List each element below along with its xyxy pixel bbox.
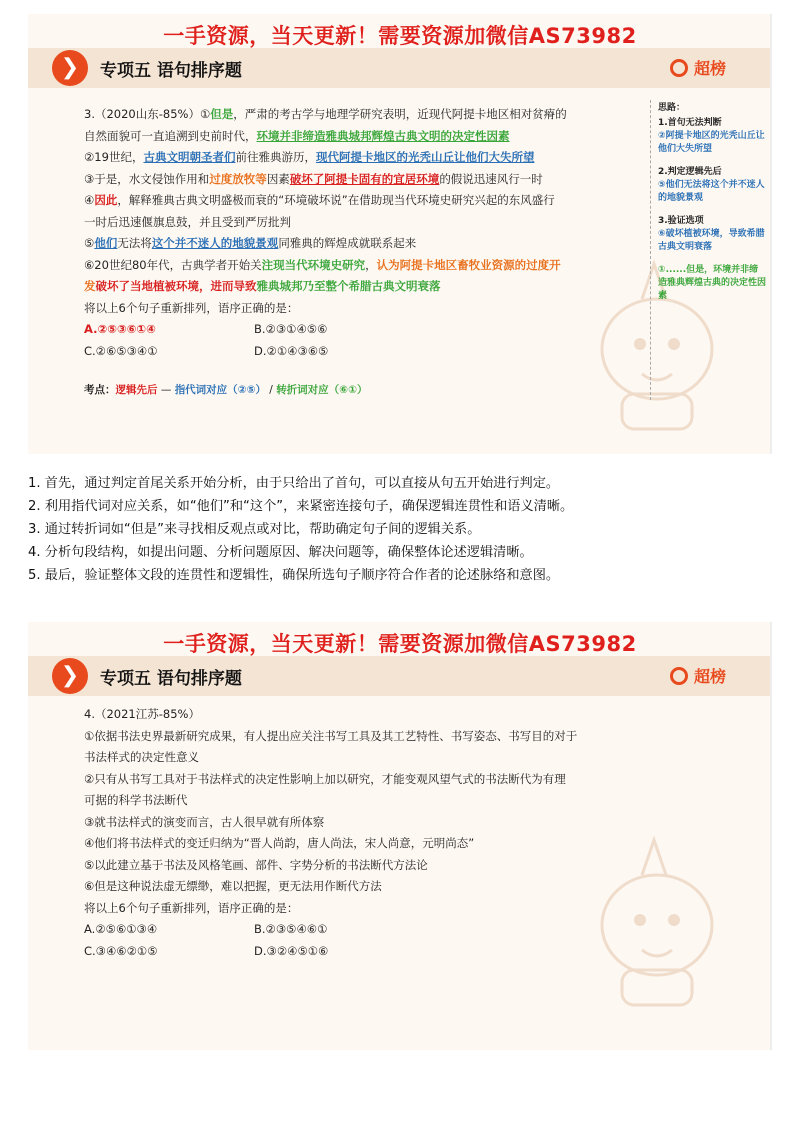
choice-d[interactable]: D.②①④③⑥⑤ [254, 343, 329, 358]
slide-edge [770, 622, 772, 1050]
chevron-right-icon: ❯ [52, 658, 88, 694]
question-3-segment: 认为阿提卡地区畜牧业资源的过度开 [376, 257, 561, 272]
question-3-segment: 自然面貌可一直追溯到史前时代， [84, 128, 257, 143]
question-4-choices [84, 919, 684, 941]
question-3-line [84, 169, 644, 191]
question-3-line [84, 233, 644, 255]
slide-question-3 [28, 14, 772, 454]
sidebar-step-3-detail: ⑥破坏植被环境，导致希腊古典文明衰落 [658, 229, 765, 252]
question-4-line: ③就书法样式的演变而言，古人很早就有所体察 [84, 814, 325, 829]
choice-a[interactable]: A.②⑤⑥①③④ [84, 922, 158, 936]
thinking-sidebar [658, 102, 766, 303]
question-3-segment: 他们 [94, 236, 118, 250]
question-3-segment: 破坏了当地植被环境 [95, 279, 199, 293]
brand-mark-icon [670, 667, 688, 685]
sidebar-step-2-detail: ⑤他们无法将这个并不迷人的地貌景观 [658, 180, 765, 203]
choice-c[interactable]: C.②⑥⑤③④① [84, 343, 158, 358]
chevron-right-icon: ❯ [52, 50, 88, 86]
question-3-segment: 过度放牧等 [209, 171, 267, 186]
slide-title: 专项五 语句排序题 [100, 61, 242, 81]
question-3-line [84, 147, 644, 169]
question-4-line: 将以上6个句子重新排列，语序正确的是： [84, 900, 299, 915]
question-3-segment: ，进而导致 [199, 279, 257, 293]
watermark-text: 一手资源，当天更新！需要资源加微信AS73982 [163, 632, 637, 656]
question-3-segment: ⑤ [84, 236, 95, 250]
question-3-segment: 同雅典的辉煌成就联系起来 [278, 236, 417, 250]
sidebar-step-3: 3.验证选项 [658, 216, 704, 226]
question-3-line [84, 298, 644, 320]
brand-name: 超榜 [693, 667, 726, 686]
slide-question-4 [28, 622, 772, 1050]
question-4-line: ①依据书法史界最新研究成果，有人提出应关注书写工具及其工艺特性、书写姿态、书写目的对于 [84, 728, 578, 743]
question-3-segment: 因此 [94, 193, 118, 207]
exam-point-label: 考点： [84, 384, 116, 396]
question-3-segment: 发 [84, 279, 96, 293]
question-4-body [84, 704, 684, 962]
question-3-segment: ③于是，水文侵蚀作用和 [84, 171, 210, 186]
choice-d[interactable]: D.③②④⑤①⑥ [254, 943, 329, 958]
slide-edge [770, 14, 772, 454]
question-3-segment: 雅典城邦乃至整个希腊古典文明衰落 [256, 279, 441, 293]
slide-header [28, 656, 772, 696]
question-4-line: 书法样式的决定性意义 [84, 750, 199, 764]
exam-point [84, 380, 644, 402]
question-3-choices [84, 319, 644, 341]
question-4-line: ②只有从书写工具对于书法样式的决定性影响上加以研究，才能变观风望气式的书法断代为有理 [84, 771, 566, 786]
question-3-line [84, 276, 644, 298]
exam-point-c: 转折词对应（⑥①） [276, 384, 368, 396]
question-3-segment: 前往雅典游历， [235, 150, 316, 164]
question-3-segment: ④ [84, 193, 95, 207]
question-3-line [84, 255, 644, 277]
question-4-choices-row2 [84, 941, 684, 963]
question-3-body [84, 104, 644, 402]
question-3-line [84, 190, 644, 212]
question-3-segment: 3.（2020山东-85%）① [84, 107, 211, 121]
question-3-line [84, 212, 644, 234]
slide-header [28, 48, 772, 88]
brand-logo [670, 664, 726, 687]
question-4-line: 可据的科学书法断代 [84, 793, 188, 807]
question-3-choices-row2 [84, 341, 644, 363]
choice-a[interactable]: A.②⑤③⑥①④ [84, 322, 156, 336]
question-3-line [84, 126, 644, 148]
question-3-segment: 这个并不迷人的地貌景观 [151, 236, 279, 250]
explanation-item: 3. 通过转折词如“但是”来寻找相反观点或对比，帮助确定句子间的逻辑关系。 [28, 522, 481, 537]
question-3-segment: 的假说迅速风行一时 [439, 171, 543, 186]
question-3-segment: 将以上6个句子重新排列，语序正确的是： [84, 300, 299, 315]
exam-point-a: 逻辑先后 [115, 384, 158, 396]
question-3-segment: ， [365, 257, 377, 272]
choice-b[interactable]: B.②③①④⑤⑥ [254, 322, 328, 336]
explanation-item: 5. 最后，验证整体文段的连贯性和逻辑性，确保所选句子顺序符合作者的论述脉络和意图。 [28, 568, 560, 583]
sidebar-step-4: ①......但是，环境并非缔造雅典辉煌古典的决定性因素 [658, 265, 767, 301]
brand-logo [670, 56, 726, 79]
question-3-segment: 破坏了阿提卡固有的宜居环境 [289, 171, 440, 186]
slide-title: 专项五 语句排序题 [100, 669, 242, 689]
question-3-segment: ，严肃的考古学与地理学研究表明，近现代阿提卡地区相对贫瘠的 [233, 107, 567, 121]
choice-c[interactable]: C.③④⑥②①⑤ [84, 943, 158, 958]
exam-point-slash: / [265, 384, 277, 396]
question-3-segment: 但是 [210, 107, 234, 121]
explanation-item: 1. 首先，通过判定首尾关系开始分析，由于只给出了首句，可以直接从句五开始进行判定。 [28, 476, 560, 491]
question-3-segment: 因素 [266, 171, 290, 186]
sidebar-step-1-detail: ②阿提卡地区的光秃山丘让他们大失所望 [658, 131, 765, 154]
sidebar-step-1: 1.首句无法判断 [658, 118, 722, 128]
explanation-list [28, 472, 778, 587]
exam-point-b: 指代词对应（②⑤） [174, 384, 266, 396]
question-3-segment: 一时后迅速偃旗息鼓，并且受到严厉批判 [84, 214, 291, 229]
brand-mark-icon [670, 59, 688, 77]
sidebar-step-2: 2.判定逻辑先后 [658, 167, 722, 177]
question-3-segment: ⑥20世纪80年代，古典学者开始关 [84, 257, 262, 272]
question-4-line: ⑥但是这种说法虚无缥缈，难以把握，更无法用作断代方法 [84, 879, 382, 893]
question-3-segment: 现代阿提卡地区的光秃山丘让他们大失所望 [315, 150, 535, 164]
sidebar-divider [650, 100, 651, 400]
question-3-segment: 环境并非缔造雅典城邦辉煌古典文明的决定性因素 [256, 128, 510, 143]
question-4-line: ⑤以此建立基于书法及风格笔画、部件、字势分析的书法断代方法论 [84, 857, 428, 872]
question-3-line [84, 104, 644, 126]
explanation-item: 2. 利用指代词对应关系，如“他们”和“这个”，来紧密连接句子，确保逻辑连贯性和语义清晰。 [28, 499, 574, 514]
question-3-segment: 注现当代环境史研究 [261, 257, 366, 272]
brand-name: 超榜 [693, 59, 726, 78]
question-3-segment: ②19世纪， [84, 150, 144, 164]
question-3-lines [84, 104, 644, 319]
choice-b[interactable]: B.②③⑤④⑥① [254, 922, 328, 936]
question-4-line: ④他们将书法样式的变迁归纳为“晋人尚韵，唐人尚法，宋人尚意，元明尚态” [84, 836, 475, 850]
question-3-segment: 古典文明朝圣者们 [143, 150, 236, 164]
question-4-line: 4.（2021江苏-85%） [84, 707, 200, 721]
exam-point-dash: — [157, 384, 175, 396]
explanation-item: 4. 分析句段结构，如提出问题、分析问题原因、解决问题等，确保整体论述逻辑清晰。 [28, 545, 533, 560]
watermark-text: 一手资源，当天更新！需要资源加微信AS73982 [163, 24, 637, 48]
sidebar-title: 思路： [658, 103, 686, 113]
question-3-segment: ，解释雅典古典文明盛极而衰的“环境破坏说”在借助现当代环境史研究兴起的东风盛行 [117, 193, 555, 207]
question-3-segment: 无法将 [117, 236, 152, 250]
